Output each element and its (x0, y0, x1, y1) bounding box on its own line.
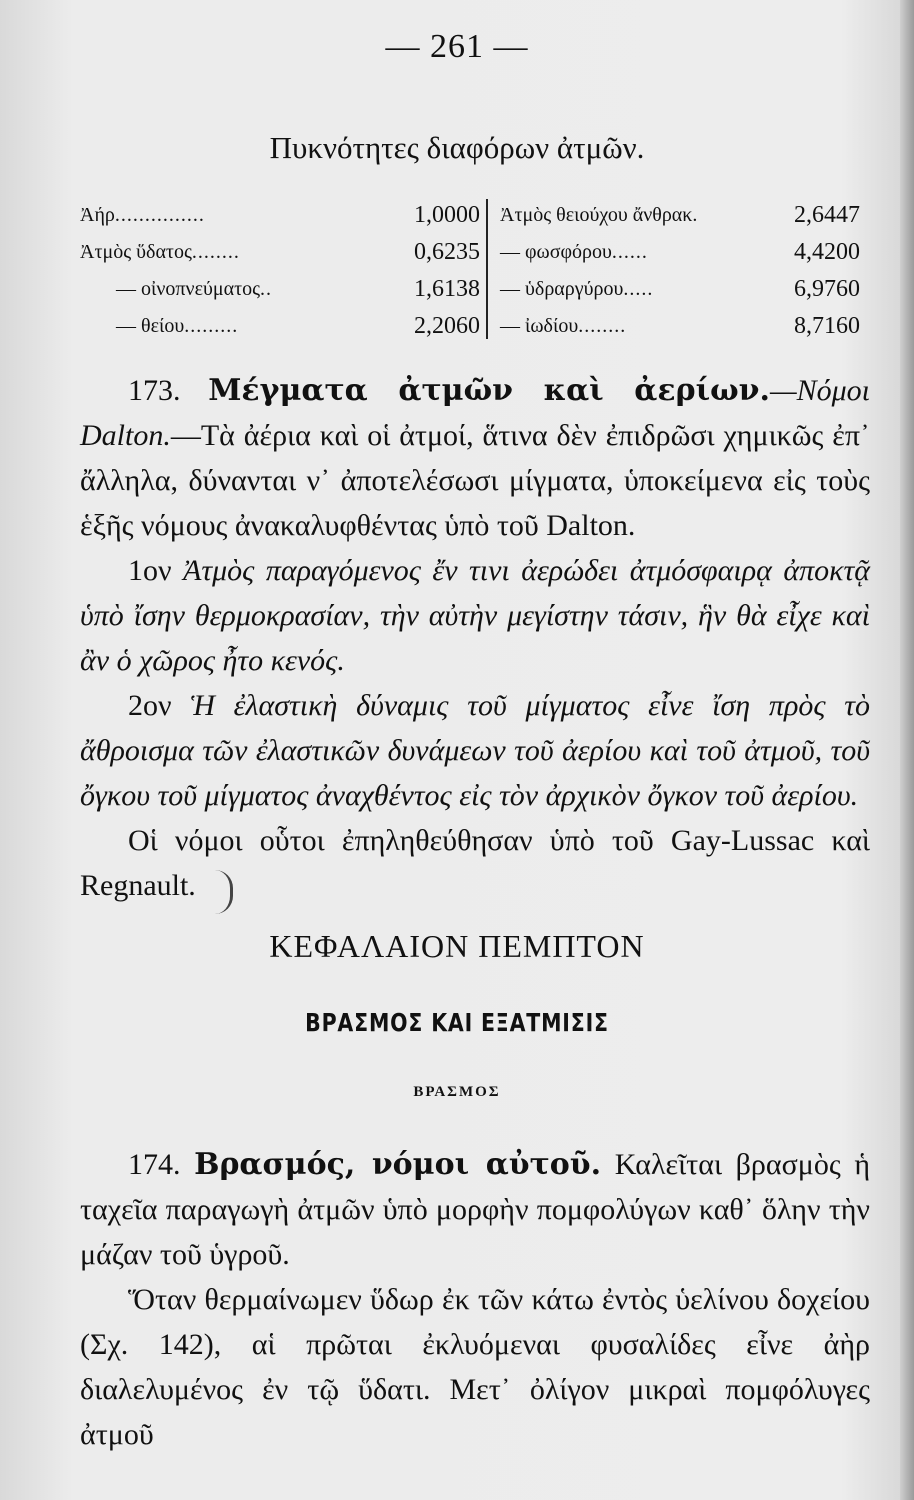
page-edge (900, 0, 914, 1500)
law-1 (80, 548, 870, 683)
row-value: 2,6447 (794, 202, 860, 228)
table-row (80, 271, 480, 308)
table-row (80, 308, 480, 345)
table-row (80, 234, 480, 271)
table-left-column (80, 197, 480, 345)
row-value: 1,0000 (414, 202, 480, 228)
law-text: Ἡ ἐλαστικὴ δύναμις τοῦ μίγματος εἶνε ἴση πρὸς τὸ ἄθροισμα τῶν ἐλαστικῶν δυνάμεων τοῦ ἀερίου καὶ τοῦ ἀτμοῦ, τοῦ ὄγκου τοῦ μίγματος ἀναχθέντος εἰς τὸν ἀρχικὸν ὄγκον τοῦ ἀερίου. (80, 689, 871, 812)
row-value: 1,6138 (414, 276, 480, 302)
row-dots: ........ (578, 315, 627, 337)
section-text: —Τὰ ἀέρια καὶ οἱ ἀτμοί, ἅτινα δὲν ἐπιδρῶσι χημικῶς ἐπ᾽ ἄλληλα, δύνανται ν᾽ ἀποτελέσωσι μίγματα, ὑποκείμενα εἰς τοὺς ἑξῆς νόμους ἀνακαλυφθέντας ὑπὸ τοῦ Dalton. (80, 419, 870, 542)
section-174 (80, 1142, 870, 1457)
closing-paragraph: Οἱ νόμοι οὗτοι ἐπηληθεύθησαν ὑπὸ τοῦ Gay-Lussac καὶ Regnault. (80, 824, 870, 902)
section-174-paragraph: Ὅταν θερμαίνωμεν ὕδωρ ἐκ τῶν κάτω ἐντὸς ὑελίνου δοχείου (Σχ. 142), αἱ πρῶται ἐκλυόμεναι φυσαλίδες εἶνε ἀὴρ διαλελυμένος ἐν τῷ ὕδατι. Μετ᾽ ὀλίγον μικραὶ πομφόλυγες ἀτμοῦ (80, 1283, 870, 1451)
row-name: — φωσφόρου (500, 241, 612, 263)
law-2 (80, 683, 870, 818)
section-number: 174. (128, 1148, 181, 1181)
section-heading: Μέγματα ἀτμῶν καὶ ἀερίων. (208, 373, 770, 408)
table-row (500, 197, 870, 234)
column-divider (486, 199, 488, 339)
law-label: 2ον (128, 689, 172, 722)
law-text: Ἀτμὸς παραγόμενος ἔν τινι ἀερώδει ἀτμόσφαιρᾳ ἀποκτᾷ ὑπὸ ἴσην θερμοκρασίαν, τὴν αὐτὴν μεγίστην τάσιν, ἣν θὰ εἶχε καὶ ἂν ὁ χῶρος ἦτο κενός. (80, 554, 871, 677)
row-value: 0,6235 (414, 239, 480, 265)
law-label: 1ον (128, 554, 172, 587)
row-name: Ἀτμὸς θειούχου ἄνθρακ. (500, 204, 698, 226)
table-row (500, 308, 870, 345)
table-row (500, 234, 870, 271)
table-right-column (500, 197, 870, 345)
row-dots: ...... (611, 241, 648, 263)
row-dots: ........ (191, 241, 240, 263)
subsection-title: ΒΡΑΣΜΟΣ (413, 1084, 501, 1100)
row-name: Ἀήρ (80, 204, 115, 226)
density-table (80, 197, 870, 347)
table-row (80, 197, 480, 234)
section-173-intro (80, 368, 870, 548)
row-name: — ἰωδίου (500, 315, 579, 337)
section-number: 173. (128, 374, 181, 407)
row-value: 8,7160 (794, 313, 860, 339)
row-name: — θείου (116, 315, 185, 337)
section-174-intro (80, 1142, 870, 1277)
section-173 (80, 368, 870, 908)
laws-title: —Νόμοι Dalton. (80, 374, 871, 452)
row-dots: ............... (114, 204, 205, 226)
row-value: 6,9760 (794, 276, 860, 302)
section-text: Καλεῖται βρασμὸς ἡ ταχεῖα παραγωγὴ ἀτμῶν ὑπὸ μορφὴν πομφολύγων καθ᾽ ὅλην τὴν μάζαν τοῦ ὑγροῦ. (80, 1148, 871, 1271)
page-number: — 261 — (385, 28, 529, 65)
table-title: Πυκνότητες διαφόρων ἀτμῶν. (269, 130, 645, 165)
row-value: 2,2060 (414, 313, 480, 339)
row-dots: ..... (623, 278, 654, 300)
row-dots: .. (260, 278, 273, 300)
row-value: 4,4200 (794, 239, 860, 265)
row-name: — ὑδραργύρου (500, 278, 624, 300)
section-heading: Βρασμός, νόμοι αὐτοῦ. (194, 1147, 602, 1182)
section-title: ΒΡΑΣΜΟΣ ΚΑΙ ΕΞΑΤΜΙΣΙΣ (305, 1008, 609, 1037)
table-row (500, 271, 870, 308)
row-name: Ἀτμὸς ὕδατος (80, 241, 192, 263)
chapter-title: ΚΕΦΑΛΑΙΟΝ ΠΕΜΠΤΟΝ (269, 928, 645, 964)
row-dots: ......... (184, 315, 239, 337)
row-name: — οἰνοπνεύματος (116, 278, 261, 300)
